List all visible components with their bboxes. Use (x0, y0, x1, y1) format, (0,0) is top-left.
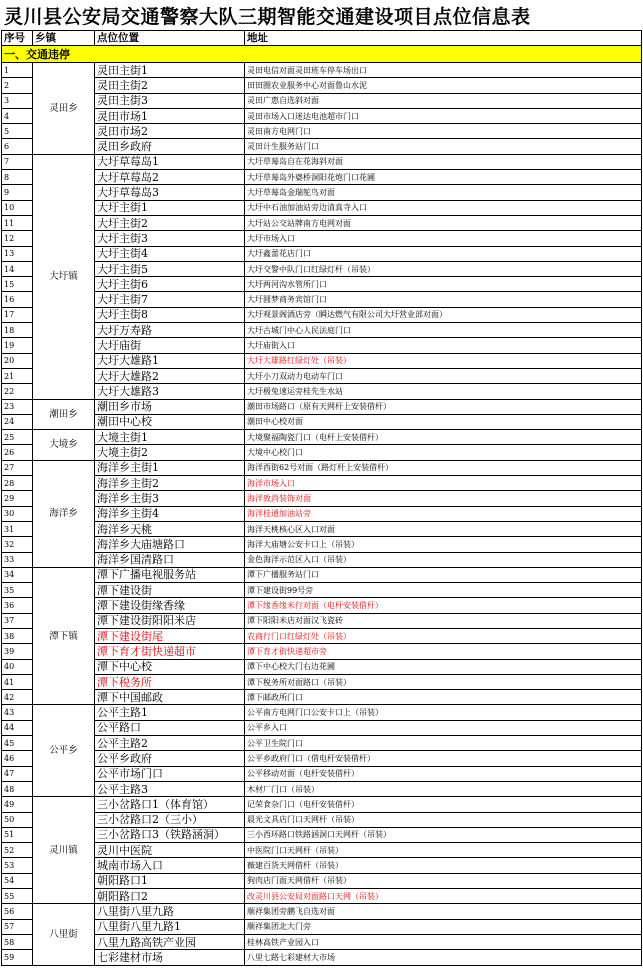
table-row (2, 139, 642, 154)
point-cell: 大圩主街4 (95, 246, 245, 261)
town-cell: 大圩镇 (33, 154, 95, 399)
seq-cell: 7 (2, 154, 33, 169)
table-row (2, 950, 642, 965)
address-cell: 潭下阳阳米店对面汉飞瓷砖 (245, 613, 642, 628)
table-row (2, 858, 642, 873)
address-cell: 潭下广播服务站门口 (245, 567, 642, 582)
point-cell: 海洋乡主街1 (95, 460, 245, 475)
point-cell: 公平主路1 (95, 705, 245, 720)
table-row (2, 934, 642, 949)
point-cell: 海洋乡主街2 (95, 476, 245, 491)
address-cell: 潮田市场路口（原有天网杆上安装借杆） (245, 399, 642, 414)
seq-cell: 9 (2, 185, 33, 200)
table-row (2, 368, 642, 383)
town-cell: 大境乡 (33, 430, 95, 461)
point-cell: 灵田市场2 (95, 124, 245, 139)
address-cell: 灵田电信对面灵田班车停车场出口 (245, 63, 642, 78)
point-cell: 三小岔路口1（体育馆） (95, 797, 245, 812)
point-cell: 公平市场门口 (95, 766, 245, 781)
point-cell: 大圩主街5 (95, 261, 245, 276)
point-cell: 朝阳路口2 (95, 889, 245, 904)
point-cell: 大圩草莓岛3 (95, 185, 245, 200)
address-cell: 大圩中石油加油站旁边清真寺入口 (245, 200, 642, 215)
table-row (2, 797, 642, 812)
table-row (2, 231, 642, 246)
point-cell: 潭下税务所 (95, 674, 245, 689)
address-cell: 大圩小刀双动力电动车门口 (245, 368, 642, 383)
header-point: 点位位置 (95, 31, 245, 46)
seq-cell: 11 (2, 215, 33, 230)
point-cell: 海洋乡主街4 (95, 506, 245, 521)
seq-cell: 38 (2, 628, 33, 643)
address-cell: 海洋市场入口 (245, 476, 642, 491)
table-row (2, 124, 642, 139)
address-cell: 顺祥集团旁鹏飞自选对面 (245, 904, 642, 919)
point-cell: 海洋乡主街3 (95, 491, 245, 506)
point-cell: 潭下育才街快递超市 (95, 644, 245, 659)
seq-cell: 15 (2, 277, 33, 292)
point-cell: 潭下中心校 (95, 659, 245, 674)
point-cell: 八里街八里九路1 (95, 919, 245, 934)
point-cell: 海洋乡大庙塘路口 (95, 537, 245, 552)
seq-cell: 19 (2, 338, 33, 353)
table-header-row (2, 31, 642, 46)
seq-cell: 8 (2, 170, 33, 185)
point-cell: 潭下中国邮政 (95, 690, 245, 705)
address-cell: 潭下邮政所门口 (245, 690, 642, 705)
address-cell: 大圩站公交站牌南方电网对面 (245, 215, 642, 230)
point-cell: 潭下建设街尾 (95, 628, 245, 643)
address-cell: 大圩草莓岛外婆桥洞阳花炮门口花圃 (245, 170, 642, 185)
table-row (2, 598, 642, 613)
address-cell: 农商行门口红绿灯处（吊装） (245, 628, 642, 643)
address-cell: 大圩草莓岛金瑞鸵鸟对面 (245, 185, 642, 200)
address-cell: 海洋桂通加油站旁 (245, 506, 642, 521)
seq-cell: 26 (2, 445, 33, 460)
seq-cell: 27 (2, 460, 33, 475)
header-address: 地址 (245, 31, 642, 46)
seq-cell: 29 (2, 491, 33, 506)
seq-cell: 16 (2, 292, 33, 307)
town-cell: 灵田乡 (33, 63, 95, 155)
address-cell: 顺祥集团北大门旁 (245, 919, 642, 934)
seq-cell: 53 (2, 858, 33, 873)
table-row (2, 246, 642, 261)
point-cell: 公平路口 (95, 720, 245, 735)
address-cell: 灵田市场入口迷达电池超市门口 (245, 108, 642, 123)
address-cell: 大境聚福陶瓷门口（电杆上安装借杆） (245, 430, 642, 445)
seq-cell: 49 (2, 797, 33, 812)
point-cell: 海洋乡天桃 (95, 521, 245, 536)
point-cell: 大圩主街2 (95, 215, 245, 230)
address-cell: 桂林高铁产业园入口 (245, 934, 642, 949)
seq-cell: 39 (2, 644, 33, 659)
table-row (2, 567, 642, 582)
point-cell: 大圩草莓岛2 (95, 170, 245, 185)
seq-cell: 3 (2, 93, 33, 108)
address-cell: 潭下中心校大门右边花圃 (245, 659, 642, 674)
table-row (2, 384, 642, 399)
table-row (2, 812, 642, 827)
seq-cell: 43 (2, 705, 33, 720)
seq-cell: 28 (2, 476, 33, 491)
seq-cell: 34 (2, 567, 33, 582)
table-row (2, 491, 642, 506)
address-cell: 潭下税务所对面路口（吊装） (245, 674, 642, 689)
address-cell: 田田圈农业服务中心对面鲁山水泥 (245, 78, 642, 93)
point-cell: 大圩主街3 (95, 231, 245, 246)
address-cell: 公平南方电网门口公安卡口上（吊装） (245, 705, 642, 720)
address-cell: 八里七路七彩建材大市场 (245, 950, 642, 965)
address-cell: 三小西环路口铁路涵洞口天网杆（吊装） (245, 827, 642, 842)
town-cell: 八里街 (33, 904, 95, 965)
table-row (2, 674, 642, 689)
address-cell: 灵田计生服务站门口 (245, 139, 642, 154)
point-cell: 大圩庙街 (95, 338, 245, 353)
seq-cell: 18 (2, 323, 33, 338)
seq-cell: 50 (2, 812, 33, 827)
table-row (2, 873, 642, 888)
table-row (2, 705, 642, 720)
seq-cell: 30 (2, 506, 33, 521)
seq-cell: 41 (2, 674, 33, 689)
seq-cell: 57 (2, 919, 33, 934)
address-cell: 灵田广惠自选斜对面 (245, 93, 642, 108)
table-row (2, 659, 642, 674)
point-cell: 潭下广播电视服务站 (95, 567, 245, 582)
table-row (2, 628, 642, 643)
address-cell: 海洋致尚装饰对面 (245, 491, 642, 506)
address-cell: 大圩圆梦商务宾馆门口 (245, 292, 642, 307)
point-cell: 大圩主街6 (95, 277, 245, 292)
seq-cell: 58 (2, 934, 33, 949)
seq-cell: 47 (2, 766, 33, 781)
town-cell: 海洋乡 (33, 460, 95, 567)
point-cell: 大圩主街1 (95, 200, 245, 215)
address-cell: 灵田南方电网门口 (245, 124, 642, 139)
point-cell: 城南市场入口 (95, 858, 245, 873)
address-cell: 大圩极兔速运旁桂先生水站 (245, 384, 642, 399)
address-cell: 记荣食杂门口（电杆安装借杆） (245, 797, 642, 812)
seq-cell: 33 (2, 552, 33, 567)
table-row (2, 644, 642, 659)
address-cell: 公平乡入口 (245, 720, 642, 735)
point-cell: 海洋乡国清路口 (95, 552, 245, 567)
seq-cell: 20 (2, 353, 33, 368)
table-row (2, 552, 642, 567)
table-row (2, 292, 642, 307)
table-row (2, 430, 642, 445)
seq-cell: 46 (2, 751, 33, 766)
address-cell: 大圩古城门中心人民法庭门口 (245, 323, 642, 338)
seq-cell: 6 (2, 139, 33, 154)
table-row (2, 63, 642, 78)
table-row (2, 338, 642, 353)
seq-cell: 45 (2, 736, 33, 751)
town-cell: 公平乡 (33, 705, 95, 797)
seq-cell: 22 (2, 384, 33, 399)
table-row (2, 215, 642, 230)
table-row (2, 537, 642, 552)
table-row (2, 261, 642, 276)
table-row (2, 414, 642, 429)
point-cell: 潭下建设街缘香缘 (95, 598, 245, 613)
table-row (2, 736, 642, 751)
address-cell: 公平移动对面（电杆安装借杆） (245, 766, 642, 781)
table-row (2, 445, 642, 460)
table-row (2, 353, 642, 368)
point-cell: 朝阳路口1 (95, 873, 245, 888)
table-row (2, 889, 642, 904)
seq-cell: 37 (2, 613, 33, 628)
table-row (2, 690, 642, 705)
address-cell: 公平卫生院门口 (245, 736, 642, 751)
address-cell: 海洋大庙塘公安卡口上（吊装） (245, 537, 642, 552)
address-cell: 大圩庙街入口 (245, 338, 642, 353)
address-cell: 潭下建设街99号旁 (245, 583, 642, 598)
seq-cell: 48 (2, 781, 33, 796)
point-cell: 大境主街1 (95, 430, 245, 445)
address-cell: 大圩交警中队门口红绿灯杆（吊装） (245, 261, 642, 276)
table-row (2, 720, 642, 735)
seq-cell: 54 (2, 873, 33, 888)
table-row (2, 766, 642, 781)
point-cell: 大圩大雄路1 (95, 353, 245, 368)
address-cell: 金色海洋示范区入口（吊装） (245, 552, 642, 567)
table-row (2, 919, 642, 934)
address-cell: 潭下缘香缘米行对面（电杆安装借杆） (245, 598, 642, 613)
document-title: 灵川县公安局交通警察大队三期智能交通建设项目点位信息表 (4, 6, 531, 28)
table-row (2, 506, 642, 521)
seq-cell: 59 (2, 950, 33, 965)
point-cell: 大圩万寿路 (95, 323, 245, 338)
header-seq: 序号 (2, 31, 33, 46)
table-row (2, 476, 642, 491)
table-row (2, 185, 642, 200)
point-cell: 八里九路高铁产业园 (95, 934, 245, 949)
address-cell: 大境中心校门口 (245, 445, 642, 460)
seq-cell: 21 (2, 368, 33, 383)
seq-cell: 36 (2, 598, 33, 613)
seq-cell: 23 (2, 399, 33, 414)
seq-cell: 51 (2, 827, 33, 842)
seq-cell: 52 (2, 843, 33, 858)
town-cell: 潭下镇 (33, 567, 95, 705)
point-cell: 潭下建设街阳阳米店 (95, 613, 245, 628)
seq-cell: 14 (2, 261, 33, 276)
seq-cell: 40 (2, 659, 33, 674)
seq-cell: 10 (2, 200, 33, 215)
point-cell: 大圩大雄路2 (95, 368, 245, 383)
seq-cell: 35 (2, 583, 33, 598)
table-row (2, 307, 642, 322)
point-cell: 大圩主街7 (95, 292, 245, 307)
address-cell: 大圩市场入口 (245, 231, 642, 246)
table-row (2, 323, 642, 338)
address-cell: 潮田中心校对面 (245, 414, 642, 429)
table-row (2, 154, 642, 169)
seq-cell: 1 (2, 63, 33, 78)
table-row (2, 170, 642, 185)
point-cell: 七彩建材市场 (95, 950, 245, 965)
table-row (2, 399, 642, 414)
point-cell: 八里街八里九路 (95, 904, 245, 919)
point-cell: 灵田市场1 (95, 108, 245, 123)
seq-cell: 56 (2, 904, 33, 919)
address-cell: 大圩观景阁酒店旁（瞬达燃气有限公司大圩营业部对面） (245, 307, 642, 322)
point-cell: 潮田中心校 (95, 414, 245, 429)
point-cell: 三小岔路口2（三小） (95, 812, 245, 827)
table-row (2, 781, 642, 796)
point-cell: 灵田乡政府 (95, 139, 245, 154)
seq-cell: 44 (2, 720, 33, 735)
address-cell: 狗肉店门面天网借杆（吊装） (245, 873, 642, 888)
address-cell: 大圩两河沟水管所门口 (245, 277, 642, 292)
town-cell: 灵川镇 (33, 797, 95, 904)
address-cell: 改灵川县公安局对面路口天网（吊装） (245, 889, 642, 904)
point-cell: 公平主路2 (95, 736, 245, 751)
seq-cell: 32 (2, 537, 33, 552)
seq-cell: 42 (2, 690, 33, 705)
address-cell: 海洋天桃核心区入口对面 (245, 521, 642, 536)
address-cell: 薇建百货天网借杆（吊装） (245, 858, 642, 873)
seq-cell: 25 (2, 430, 33, 445)
town-cell: 潮田乡 (33, 399, 95, 430)
point-cell: 灵田主街3 (95, 93, 245, 108)
table-row (2, 277, 642, 292)
address-cell: 公平乡政府门口（借电杆安装借杆） (245, 751, 642, 766)
address-cell: 大圩草莓岛自在花海斜对面 (245, 154, 642, 169)
point-cell: 大圩主街8 (95, 307, 245, 322)
seq-cell: 24 (2, 414, 33, 429)
address-cell: 大圩大雄路红绿灯处（吊装） (245, 353, 642, 368)
header-town: 乡镇 (33, 31, 95, 46)
seq-cell: 31 (2, 521, 33, 536)
table-row (2, 827, 642, 842)
table-row (2, 583, 642, 598)
address-cell: 大圩鑫蕾花店门口 (245, 246, 642, 261)
table-row (2, 521, 642, 536)
table-row (2, 460, 642, 475)
point-cell: 潭下建设街 (95, 583, 245, 598)
point-cell: 公平主路3 (95, 781, 245, 796)
address-cell: 晨光文具店门口天网杆（吊装） (245, 812, 642, 827)
point-cell: 大圩大雄路3 (95, 384, 245, 399)
point-cell: 灵田主街2 (95, 78, 245, 93)
seq-cell: 55 (2, 889, 33, 904)
point-cell: 公平乡政府 (95, 751, 245, 766)
table-row (2, 843, 642, 858)
table-row (2, 904, 642, 919)
point-info-table (1, 30, 642, 966)
point-cell: 大境主街2 (95, 445, 245, 460)
seq-cell: 17 (2, 307, 33, 322)
address-cell: 木材厂门口（吊装） (245, 781, 642, 796)
point-cell: 潮田乡市场 (95, 399, 245, 414)
table-row (2, 751, 642, 766)
table-row (2, 613, 642, 628)
point-cell: 三小岔路口3（铁路涵洞） (95, 827, 245, 842)
seq-cell: 2 (2, 78, 33, 93)
table-row (2, 93, 642, 108)
table-row (2, 200, 642, 215)
seq-cell: 4 (2, 108, 33, 123)
section-title: 一、交通违停 (2, 46, 642, 63)
seq-cell: 12 (2, 231, 33, 246)
table-row (2, 108, 642, 123)
seq-cell: 5 (2, 124, 33, 139)
address-cell: 海洋西街62号对面（路灯杆上安装借杆） (245, 460, 642, 475)
address-cell: 潭下育才街快递超市旁 (245, 644, 642, 659)
section-row (2, 46, 642, 63)
point-cell: 灵川中医院 (95, 843, 245, 858)
point-cell: 大圩草莓岛1 (95, 154, 245, 169)
address-cell: 中医院门口天网杆（吊装） (245, 843, 642, 858)
seq-cell: 13 (2, 246, 33, 261)
point-cell: 灵田主街1 (95, 63, 245, 78)
table-row (2, 78, 642, 93)
